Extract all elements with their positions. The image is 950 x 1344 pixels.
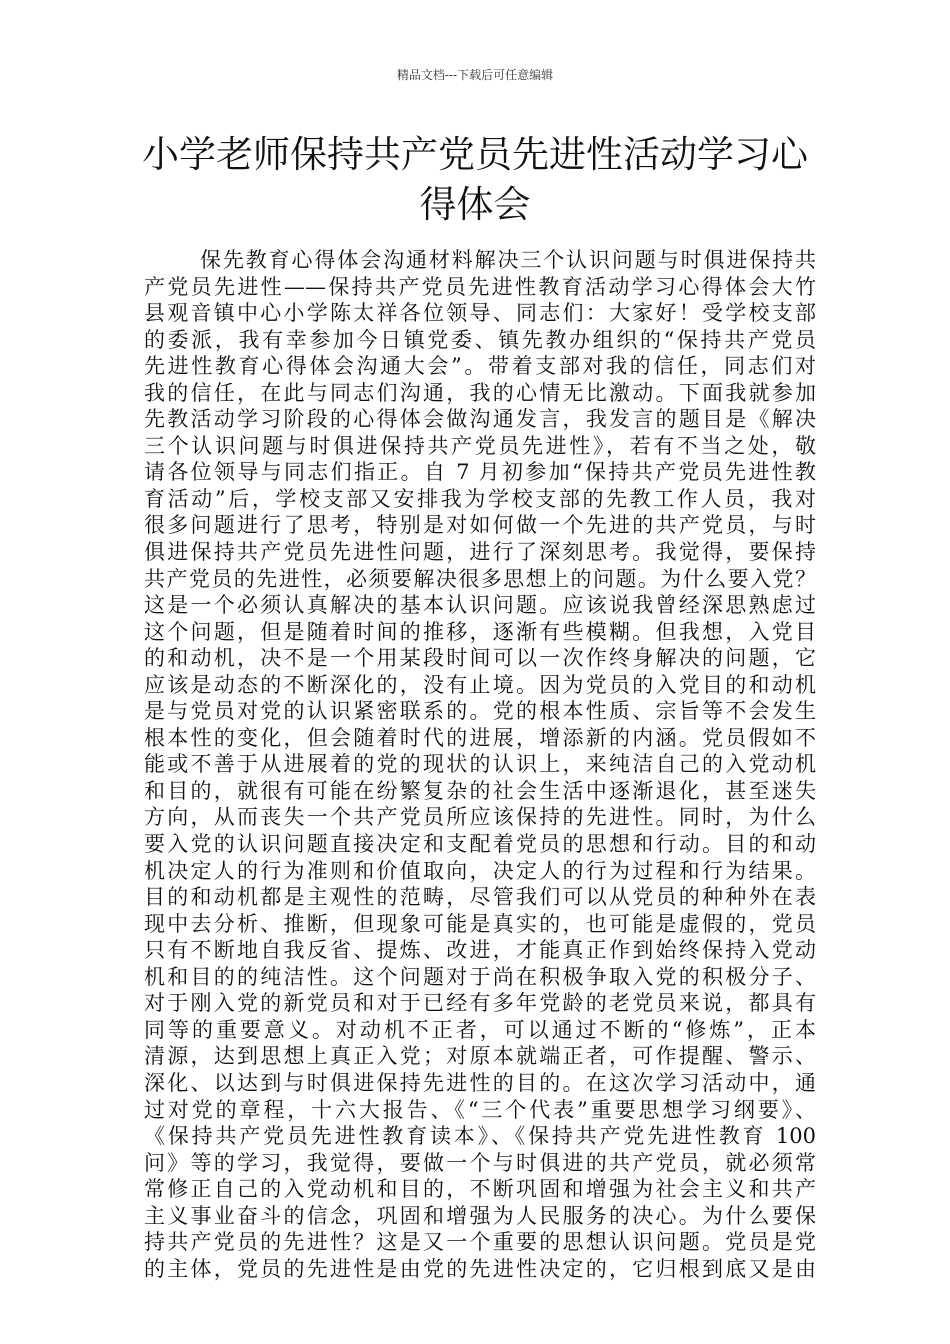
document-title: [140, 130, 810, 230]
body-line: 的和动机，决不是一个用某段时间可以一次作终身解决的问题，它: [144, 646, 816, 671]
title-line-2: 得体会: [419, 183, 531, 226]
body-line: 同等的重要意义。对动机不正者，可以通过不断的“修炼”，正本: [144, 1017, 816, 1042]
body-line: 目的和动机都是主观性的范畴，尽管我们可以从党员的种种外在表: [144, 885, 816, 910]
title-line-1: 小学老师保持共产党员先进性活动学习心: [142, 133, 808, 176]
body-line: 清源，达到思想上真正入党；对原本就端正者，可作提醒、警示、: [144, 1044, 816, 1069]
body-line: 产党员先进性——保持共产党员先进性教育活动学习心得体会大竹: [144, 274, 816, 299]
body-line: 过对党的章程，十六大报告、《“三个代表”重要思想学习纲要》、: [144, 1097, 816, 1122]
body-paragraph: [144, 247, 816, 1282]
body-line: 根本性的变化，但会随着时代的进展，增添新的内涵。党员假如不: [144, 725, 816, 750]
body-line: 保先教育心得体会沟通材料解决三个认识问题与时俱进保持共: [200, 248, 816, 272]
body-line: 只有不断地自我反省、提炼、改进，才能真正作到始终保持入党动: [144, 938, 816, 963]
body-line: 现中去分析、推断，但现象可能是真实的，也可能是虚假的，党员: [144, 911, 816, 936]
body-line: 要入党的认识问题直接决定和支配着党员的思想和行动。目的和动: [144, 832, 816, 857]
body-line: 的主体，党员的先进性是由党的先进性决定的，它归根到底又是由: [144, 1256, 816, 1281]
body-line: 机和目的的纯洁性。这个问题对于尚在积极争取入党的积极分子、: [144, 964, 816, 989]
body-line: 我的信任，在此与同志们沟通，我的心情无比激动。下面我就参加: [144, 380, 816, 405]
body-line: 持共产党员的先进性？这是又一个重要的思想认识问题。党员是党: [144, 1230, 816, 1255]
body-line: 先教活动学习阶段的心得体会做沟通发言，我发言的题目是《解决: [144, 407, 816, 432]
body-line: 和目的，就很有可能在纷繁复杂的社会生活中逐渐退化，甚至迷失: [144, 778, 816, 803]
body-line: 这个问题，但是随着时间的推移，逐渐有些模糊。但我想，入党目: [144, 619, 816, 644]
body-line: 常修正自己的入党动机和目的，不断巩固和增强为社会主义和共产: [144, 1177, 816, 1202]
body-line: 县观音镇中心小学陈太祥各位领导、同志们：大家好！受学校支部: [144, 301, 816, 326]
body-line: 应该是动态的不断深化的，没有止境。因为党员的入党目的和动机: [144, 672, 816, 697]
body-line: 三个认识问题与时俱进保持共产党员先进性》，若有不当之处，敬: [144, 433, 816, 458]
body-line: 这是一个必须认真解决的基本认识问题。应该说我曾经深思熟虑过: [144, 593, 816, 618]
page-header: 精品文档---下载后可任意编辑: [396, 68, 554, 82]
body-line: 《保持共产党员先进性教育读本》、《保持共产党先进性教育 100: [144, 1124, 816, 1149]
body-line: 俱进保持共产党员先进性问题，进行了深刻思考。我觉得，要保持: [144, 540, 816, 565]
body-line: 先进性教育心得体会沟通大会”。带着支部对我的信任，同志们对: [144, 354, 816, 379]
body-line: 很多问题进行了思考，特别是对如何做一个先进的共产党员，与时: [144, 513, 816, 538]
body-line: 是与党员对党的认识紧密联系的。党的根本性质、宗旨等不会发生: [144, 699, 816, 724]
body-line: 共产党员的先进性，必须要解决很多思想上的问题。为什么要入党？: [144, 566, 816, 591]
body-line: 问》等的学习，我觉得，要做一个与时俱进的共产党员，就必须常: [144, 1150, 816, 1175]
body-line: 深化、以达到与时俱进保持先进性的目的。在这次学习活动中，通: [144, 1070, 816, 1095]
body-line: 方向，从而丧失一个共产党员所应该保持的先进性。同时，为什么: [144, 805, 816, 830]
body-line: 育活动”后，学校支部又安排我为学校支部的先教工作人员，我对: [144, 486, 816, 511]
body-line: 的委派，我有幸参加今日镇党委、镇先教办组织的“保持共产党员: [144, 327, 816, 352]
body-line: 机决定人的行为准则和价值取向，决定人的行为过程和行为结果。: [144, 858, 816, 883]
body-line: 主义事业奋斗的信念，巩固和增强为人民服务的决心。为什么要保: [144, 1203, 816, 1228]
body-line: 对于刚入党的新党员和对于已经有多年党龄的老党员来说，都具有: [144, 991, 816, 1016]
body-line: 请各位领导与同志们指正。自 7 月初参加“保持共产党员先进性教: [144, 460, 816, 485]
body-line: 能或不善于从进展着的党的现状的认识上，来纯洁自己的入党动机: [144, 752, 816, 777]
